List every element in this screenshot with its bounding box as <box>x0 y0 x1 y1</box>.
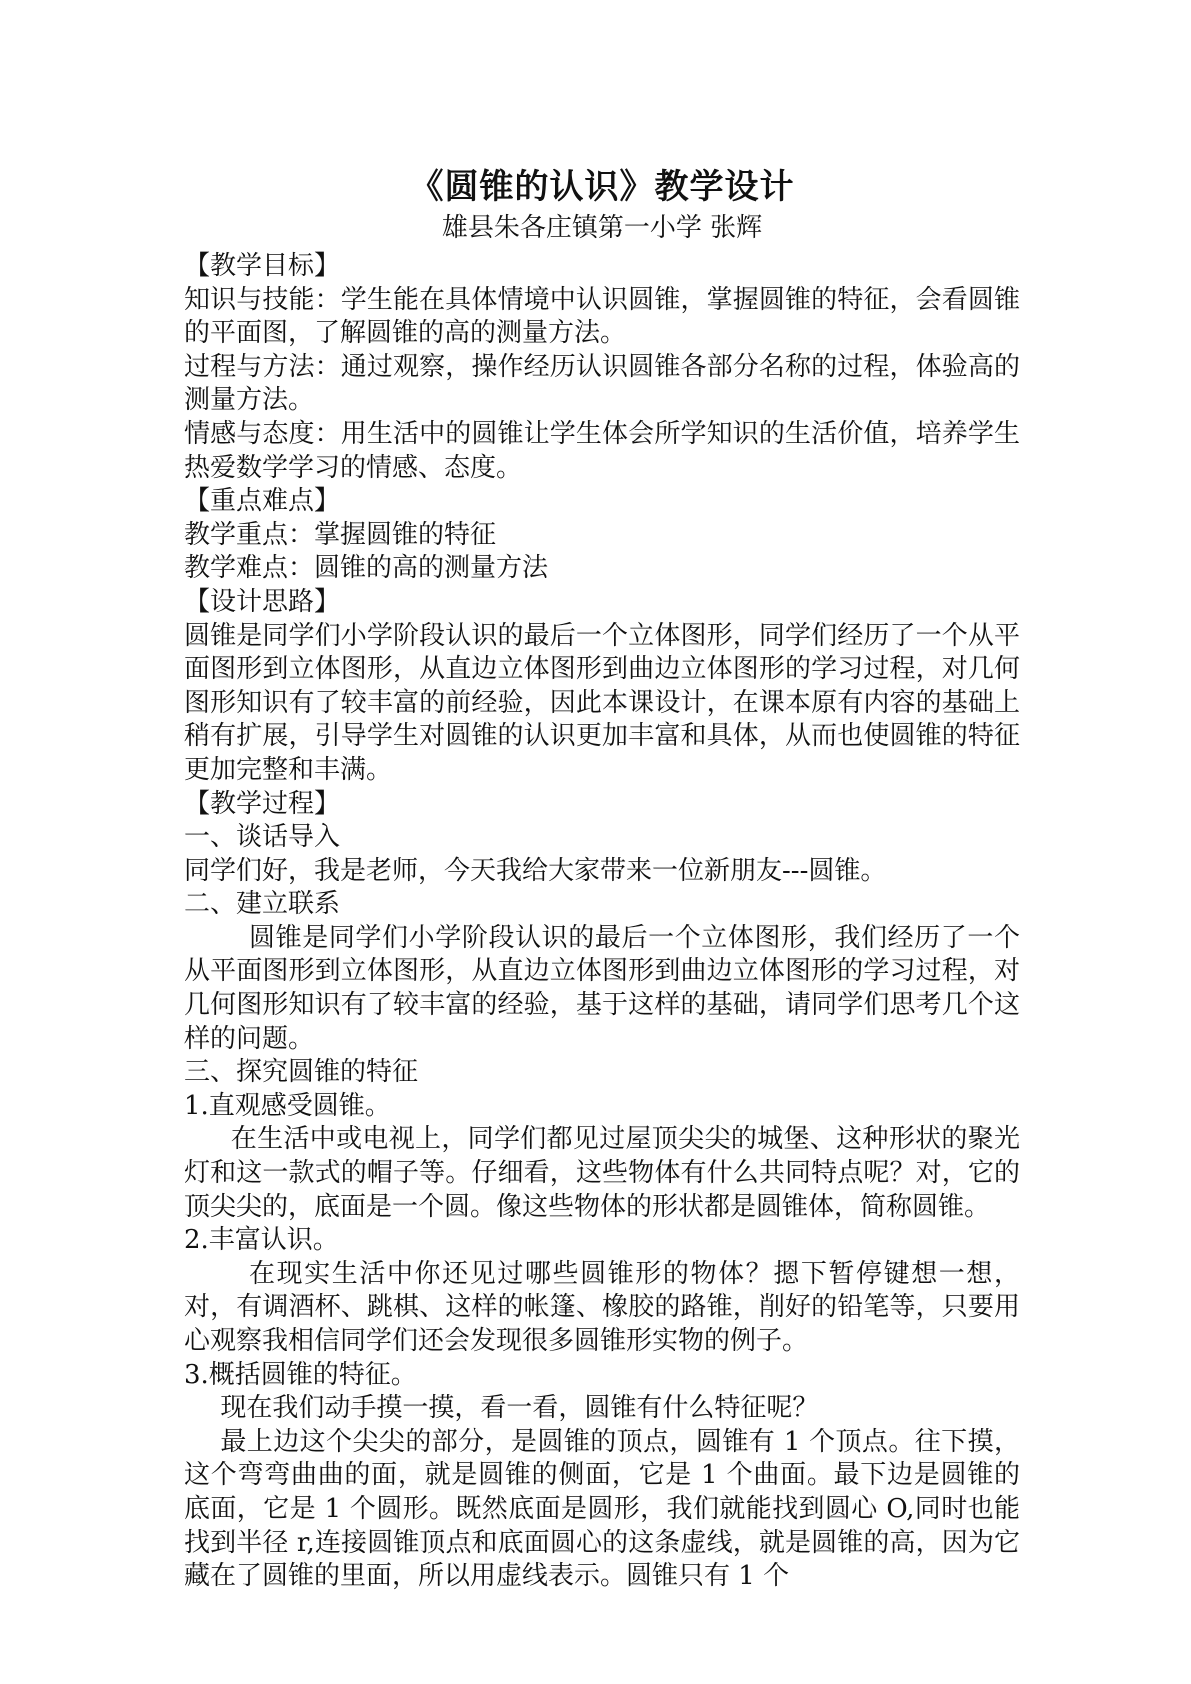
design-text: 圆锥是同学们小学阶段认识的最后一个立体图形，同学们经历了一个从平面图形到立体图形，从直边立体图形到曲边立体图形的学习过程，对几何图形知识有了较丰富的前经验，因此本课设计，在课本原有内容的基础上稍有扩展，引导学生对圆锥的认识更加丰富和具体，从而也使圆锥的特征更加完整和丰满。 <box>184 620 1020 785</box>
objectives-heading: 【教学目标】 <box>184 251 341 281</box>
sub3-text-2: 最上边这个尖尖的部分，是圆锥的顶点，圆锥有 1 个顶点。往下摸，这个弯弯曲曲的面，就是圆锥的侧面，它是 1 个曲面。最下边是圆锥的底面，它是 1 个圆形。既然底面是圆形，我们就能找到圆心 O,同时也能找到半径 r,连接圆锥顶点和底面圆心的这条虚线，就是圆锥的高，因为它藏在了圆锥的里面，所以用虚线表示。圆锥只有 1 个 <box>184 1426 1020 1592</box>
sub2-heading: 2.丰富认识。 <box>184 1225 339 1256</box>
objective-emotion: 情感与态度：用生活中的圆锥让学生体会所学知识的生活价值，培养学生热爱数学学习的情感、态度。 <box>184 418 1020 483</box>
step1-heading: 一、谈话导入 <box>184 822 341 853</box>
sub1-heading: 1.直观感受圆锥。 <box>184 1090 391 1121</box>
objective-process: 过程与方法：通过观察，操作经历认识圆锥各部分名称的过程，体验高的测量方法。 <box>184 351 1020 416</box>
step2-text: 圆锥是同学们小学阶段认识的最后一个立体图形，我们经历了一个从平面图形到立体图形，从直边立体图形到曲边立体图形的学习过程，对几何图形知识有了较丰富的经验，基于这样的基础，请同学们思考几个这样的问题。 <box>184 922 1020 1054</box>
sub3-heading: 3.概括圆锥的特征。 <box>184 1359 417 1390</box>
sub1-text: 在生活中或电视上，同学们都见过屋顶尖尖的城堡、这种形状的聚光灯和这一款式的帽子等。仔细看，这些物体有什么共同特点呢？对，它的顶尖尖的，底面是一个圆。像这些物体的形状都是圆锥体，简称圆锥。 <box>184 1124 1020 1222</box>
step3-heading: 三、探究圆锥的特征 <box>184 1057 419 1088</box>
sub2-text: 在现实生活中你还见过哪些圆锥形的物体？摁下暂停键想一想，对，有调酒杯、跳棋、这样的帐篷、橡胶的路锥，削好的铅笔等，只要用心观察我相信同学们还会发现很多圆锥形实物的例子。 <box>184 1258 1020 1356</box>
step1-text: 同学们好，我是老师，今天我给大家带来一位新朋友---圆锥。 <box>184 855 887 886</box>
document-body <box>184 166 1020 1594</box>
step2-heading: 二、建立联系 <box>184 889 341 920</box>
process-heading: 【教学过程】 <box>184 788 341 819</box>
sub3-text-1: 现在我们动手摸一摸，看一看，圆锥有什么特征呢？ <box>220 1393 819 1424</box>
key-points-heading: 【重点难点】 <box>184 486 341 517</box>
difficult-point: 教学难点：圆锥的高的测量方法 <box>184 553 549 584</box>
design-heading: 【设计思路】 <box>184 586 341 617</box>
key-point: 教学重点：掌握圆锥的特征 <box>184 519 497 550</box>
author-line: 雄县朱各庄镇第一小学 张辉 <box>441 213 763 243</box>
document-title: 《圆锥的认识》教学设计 <box>409 167 795 207</box>
objective-knowledge: 知识与技能：学生能在具体情境中认识圆锥，掌握圆锥的特征，会看圆锥的平面图，了解圆锥的高的测量方法。 <box>184 284 1020 349</box>
